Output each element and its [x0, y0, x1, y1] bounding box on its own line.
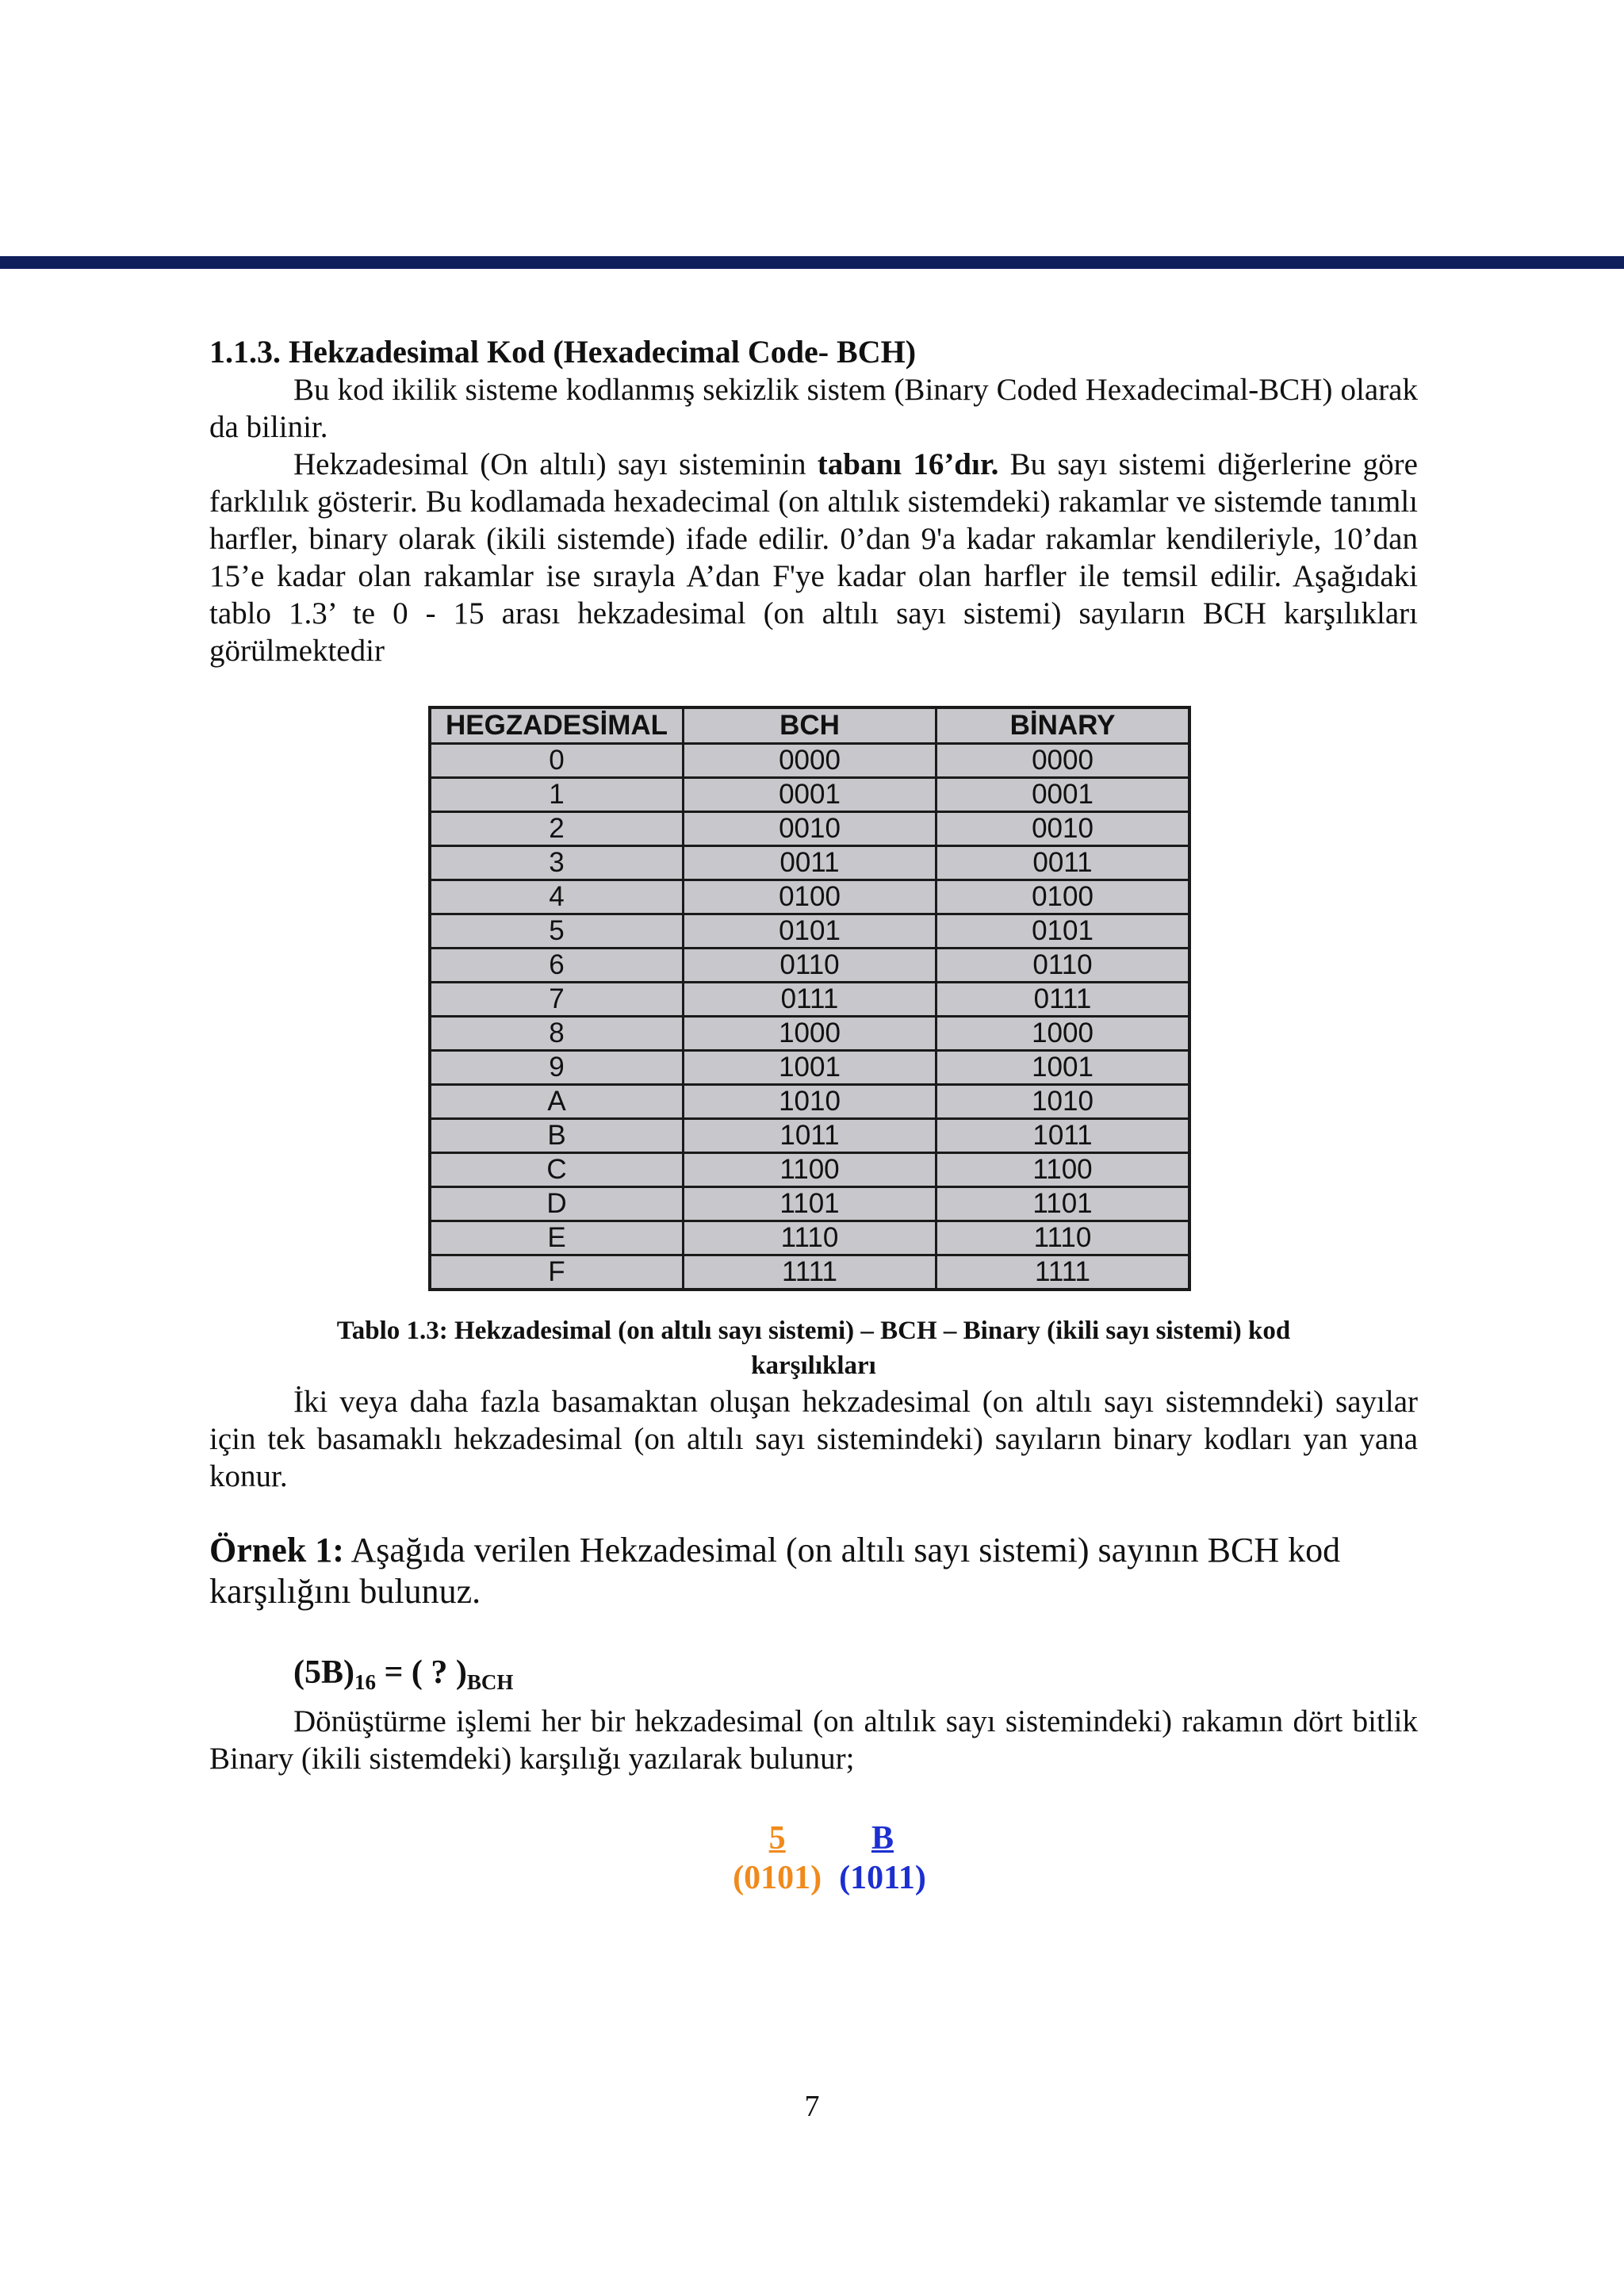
paragraph-intro: Bu kod ikilik sisteme kodlanmış sekizlik sistem (Binary Coded Hexadecimal-BCH) olarak da bilinir.	[209, 373, 1418, 444]
table-container	[209, 706, 1418, 1291]
paragraph-hex-base-start: Hekzadesimal (On altılı) sayı sisteminin	[293, 447, 818, 481]
section-heading: 1.1.3. Hekzadesimal Kod (Hexadecimal Code- BCH)	[209, 334, 917, 370]
table-row	[430, 812, 1189, 846]
formula-rhs-base: BCH	[466, 1670, 514, 1694]
cell-binary: 1101	[936, 1187, 1190, 1221]
cell-hex: 6	[430, 949, 684, 983]
table-row	[430, 1221, 1189, 1255]
conversion-column-5	[733, 1819, 822, 1898]
page-content	[209, 333, 1418, 1898]
cell-bch: 1100	[684, 1153, 936, 1187]
conversion-digit: 5	[768, 1820, 786, 1857]
cell-bch: 0001	[684, 778, 936, 812]
cell-bch: 0000	[684, 744, 936, 778]
table-row	[430, 1255, 1189, 1290]
paragraph-method: Dönüştürme işlemi her bir hekzadesimal (on altılık sayı sistemindeki) rakamın dört bitlik Binary (ikili sistemdeki) karşılığı yazılarak bulunur;	[209, 1704, 1418, 1776]
conversion-formula	[293, 1652, 1418, 1703]
cell-bch: 1110	[684, 1221, 936, 1255]
table-header-row	[430, 707, 1189, 744]
cell-hex: 5	[430, 914, 684, 949]
table-row	[430, 914, 1189, 949]
conversion-binary: (0101)	[733, 1860, 822, 1896]
cell-hex: 0	[430, 744, 684, 778]
cell-hex: A	[430, 1085, 684, 1119]
cell-binary: 0100	[936, 880, 1190, 914]
header-bch: BCH	[684, 707, 936, 744]
cell-binary: 0010	[936, 812, 1190, 846]
paragraph-hex-base-rest: Bu sayı sistemi diğerlerine göre farklılık gösterir. Bu kodlamada hexadecimal (on altılık sistemdeki) rakamlar ve sistemde tanımlı harfler, binary olarak (ikili sistemde) ifade edilir. 0’dan 9'a kadar rakamlar kendileriyle, 10’dan 15’e kadar olan rakamlar ise sırayla A’dan F'ye kadar olan harfler ile temsil edilir. Aşağıdaki tablo 1.3’ te 0 - 15 arası hekzadesimal (on altılı sayı sistemi) sayıların BCH karşılıkları görülmektedir	[209, 447, 1418, 668]
page-number: 7	[804, 2090, 820, 2123]
cell-hex: F	[430, 1255, 684, 1290]
hex-bch-binary-table	[428, 706, 1191, 1291]
cell-binary: 1010	[936, 1085, 1190, 1119]
table-row	[430, 1187, 1189, 1221]
table-row	[430, 880, 1189, 914]
table-row	[430, 983, 1189, 1017]
example-statement	[209, 1530, 1418, 1612]
table-row	[430, 778, 1189, 812]
cell-bch: 0010	[684, 812, 936, 846]
header-binary: BİNARY	[936, 707, 1190, 744]
table-row	[430, 1017, 1189, 1051]
cell-bch: 1010	[684, 1085, 936, 1119]
cell-bch: 1101	[684, 1187, 936, 1221]
cell-hex: E	[430, 1221, 684, 1255]
cell-hex: 2	[430, 812, 684, 846]
formula-lhs: (5B)	[293, 1654, 354, 1691]
cell-binary: 1011	[936, 1119, 1190, 1153]
cell-binary: 1000	[936, 1017, 1190, 1051]
conversion-digit: B	[871, 1820, 894, 1857]
paragraph-multidigit: İki veya daha fazla basamaktan oluşan hekzadesimal (on altılı sayı sistemndeki) sayılar için tek basamaklı hekzadesimal (on altılı sayı sistemindeki) sayıların binary kodları yan yana konur.	[209, 1385, 1418, 1493]
cell-hex: 1	[430, 778, 684, 812]
paragraph-hex-base	[209, 446, 1418, 669]
cell-hex: C	[430, 1153, 684, 1187]
cell-bch: 1000	[684, 1017, 936, 1051]
header-hex: HEGZADESİMAL	[430, 707, 684, 744]
cell-binary: 1100	[936, 1153, 1190, 1187]
cell-binary: 0101	[936, 914, 1190, 949]
cell-hex: 3	[430, 846, 684, 880]
formula-lhs-base: 16	[354, 1670, 376, 1694]
cell-bch: 1111	[684, 1255, 936, 1290]
cell-hex: 4	[430, 880, 684, 914]
table-body	[430, 744, 1189, 1290]
formula-middle: = ( ? )	[376, 1654, 467, 1691]
table-row	[430, 744, 1189, 778]
table-row	[430, 1153, 1189, 1187]
table-caption-line2: karşılıkları	[751, 1351, 876, 1380]
example-text: Aşağıda verilen Hekzadesimal (on altılı sayı sistemi) sayının BCH kod karşılığını bulunuz.	[209, 1531, 1341, 1611]
table-row	[430, 846, 1189, 880]
table-caption-line1: Tablo 1.3: Hekzadesimal (on altılı sayı sistemi) – BCH – Binary (ikili sayı sistemi) kod	[336, 1317, 1291, 1345]
cell-binary: 0110	[936, 949, 1190, 983]
cell-hex: D	[430, 1187, 684, 1221]
cell-bch: 0110	[684, 949, 936, 983]
table-row	[430, 1119, 1189, 1153]
paragraph-hex-base-bold: tabanı 16’dır.	[817, 447, 999, 481]
cell-hex: 8	[430, 1017, 684, 1051]
example-label: Örnek 1:	[209, 1531, 344, 1570]
conversion-column-b	[839, 1819, 926, 1898]
cell-binary: 1111	[936, 1255, 1190, 1290]
conversion-binary: (1011)	[839, 1860, 926, 1896]
cell-binary: 0111	[936, 983, 1190, 1017]
cell-hex: B	[430, 1119, 684, 1153]
cell-binary: 0000	[936, 744, 1190, 778]
table-row	[430, 949, 1189, 983]
conversion-result	[241, 1819, 1418, 1898]
cell-bch: 0111	[684, 983, 936, 1017]
cell-bch: 0101	[684, 914, 936, 949]
table-row	[430, 1085, 1189, 1119]
cell-hex: 9	[430, 1051, 684, 1085]
header-rule	[0, 256, 1624, 269]
cell-binary: 1001	[936, 1051, 1190, 1085]
cell-binary: 1110	[936, 1221, 1190, 1255]
cell-bch: 0100	[684, 880, 936, 914]
cell-bch: 1001	[684, 1051, 936, 1085]
table-caption	[209, 1313, 1418, 1383]
cell-binary: 0011	[936, 846, 1190, 880]
table-row	[430, 1051, 1189, 1085]
cell-bch: 1011	[684, 1119, 936, 1153]
cell-bch: 0011	[684, 846, 936, 880]
cell-hex: 7	[430, 983, 684, 1017]
cell-binary: 0001	[936, 778, 1190, 812]
